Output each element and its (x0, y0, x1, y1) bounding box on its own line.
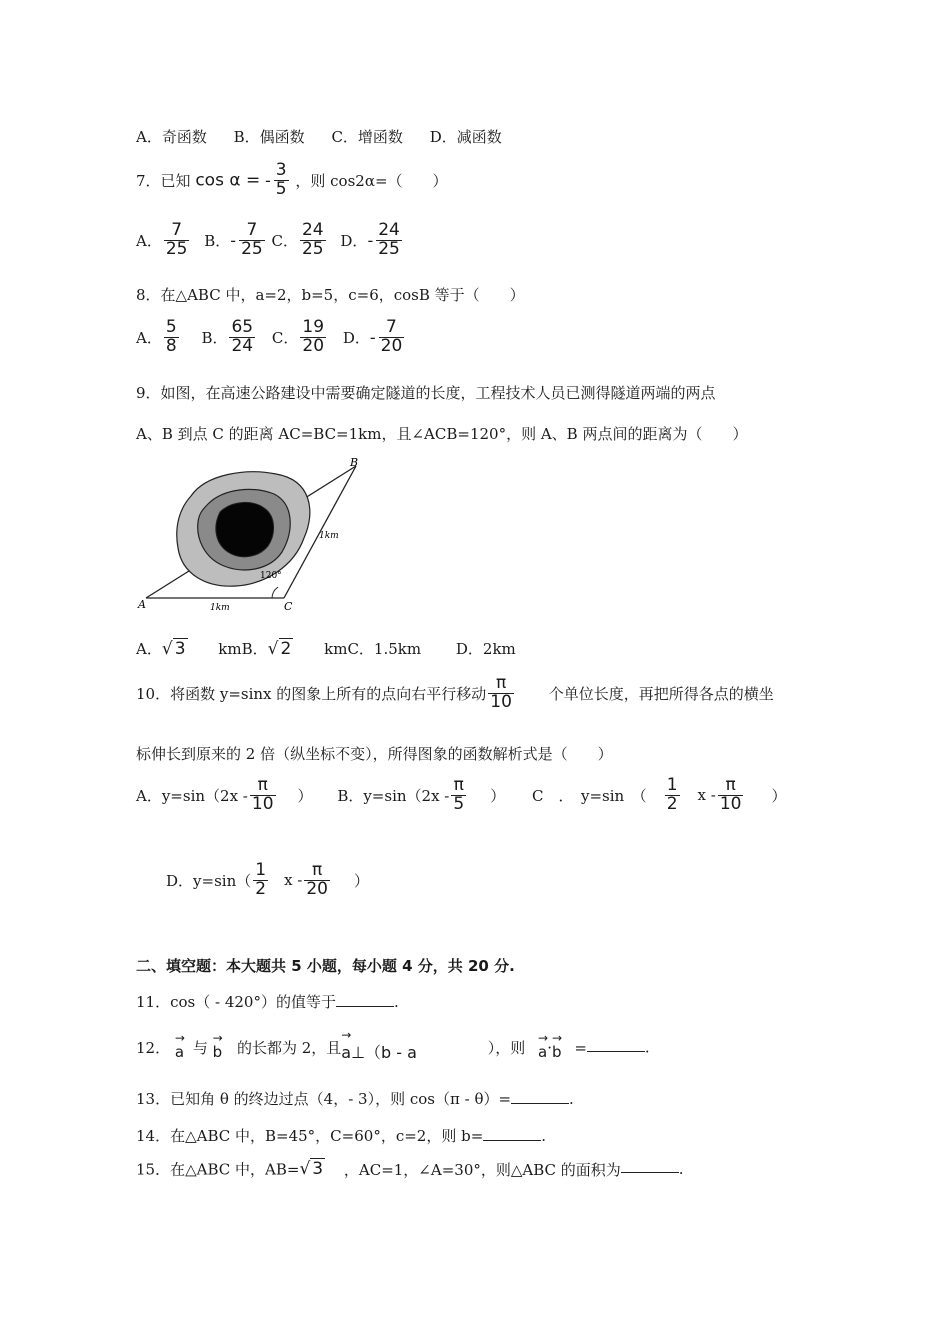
q10-line1 (136, 675, 774, 712)
q7-opt-d-frac: $\frac{24}{25}$ (378, 220, 400, 259)
q6-option-d: D．减函数 (429, 128, 502, 146)
q8-opt-b-label: B． (201, 328, 228, 347)
q11-answer-blank[interactable] (336, 992, 394, 1007)
q10-prefix: 10．将函数 y=sinx 的图象上所有的点向右平行移动 (136, 684, 487, 703)
q10-opt-a-frac: $\frac{\pi}{10}$ (251, 775, 274, 814)
q10-options-abc (136, 777, 786, 814)
label-a: A (138, 598, 146, 611)
q8-opt-a-frac: $\frac{5}{8}$ (165, 317, 177, 356)
q9-opt-d: D．2km (455, 640, 516, 658)
q9-opt-b-unit: km (324, 639, 348, 658)
q8-opt-d-label: D． (342, 328, 370, 347)
q15-sqrt: √ 3 (299, 1159, 324, 1179)
q8-opt-d-sign: - (369, 327, 376, 347)
q13-text: 13．已知角 θ 的终边过点（4，- 3），则 cos（π - θ）= (136, 1090, 512, 1108)
q7-prefix: 7．已知 (136, 171, 191, 190)
q11-end: . (393, 993, 399, 1011)
q12-dot: · (547, 1038, 552, 1057)
hill-core (216, 502, 274, 556)
q9-line2: A、B 到点 C 的距离 AC=BC=1km，且∠ACB=120°，则 A、B 两点间的距离为（ ） (136, 425, 748, 443)
q12-after: ），则 (487, 1039, 526, 1057)
q7-suffix: ，则 cos2α=（ ） (295, 171, 448, 190)
q12-num: 12． (136, 1039, 171, 1057)
q10-opt-c-mid: x - (697, 786, 716, 805)
q9-opt-a-unit: km (218, 639, 242, 658)
q7-sign: - (264, 170, 271, 190)
q9-opt-b: B． (241, 640, 268, 658)
label-ac: 1km (210, 603, 230, 613)
q9-opt-c: C．1.5km (347, 640, 422, 658)
q10-opt-d-mid: x - (284, 871, 303, 890)
q10-shift-frac: $\frac{\pi}{10}$ (490, 673, 512, 712)
q9-opt-a-sqrt: √ 3 (161, 638, 186, 659)
q12-answer-blank[interactable] (587, 1037, 645, 1052)
label-c: C (284, 600, 293, 613)
label-bc: 1km (319, 531, 339, 541)
label-angle: 120° (260, 571, 282, 581)
q7-opt-a-label: A． (136, 231, 162, 250)
q6-option-c: C．增函数 (331, 128, 403, 146)
q8-options (136, 319, 406, 356)
tunnel-figure (136, 456, 368, 616)
q7-opt-c-label: C． (271, 231, 298, 250)
q14 (136, 1125, 546, 1146)
q14-text: 14．在△ABC 中，B=45°，C=60°，c=2，则 b= (136, 1127, 484, 1145)
q14-answer-blank[interactable] (483, 1126, 541, 1141)
q12-with: 与 (192, 1039, 208, 1057)
q12-end: . (644, 1038, 650, 1057)
q15-end: . (678, 1160, 684, 1178)
q10-opt-d-label: D．y=sin（ (166, 871, 252, 890)
vector-a: → a (175, 1035, 184, 1061)
q6-option-a: A．奇函数 (136, 128, 207, 146)
q12 (136, 1032, 650, 1063)
q9-options (136, 638, 516, 659)
q10-opt-b-label: B．y=sin（2x - (337, 786, 450, 805)
q10-opt-c-label: C ． y=sin （ (532, 786, 647, 805)
q7-opt-d-label: D． (340, 231, 368, 250)
q8-opt-a-label: A． (136, 328, 162, 347)
q10-opt-a-close: ） (297, 786, 313, 805)
q9-line1: 9．如图，在高速公路建设中需要确定隧道的长度，工程技术人员已测得隧道两端的两点 (136, 384, 716, 402)
q10-opt-d-frac1: $\frac{1}{2}$ (255, 860, 267, 899)
q6-option-b: B．偶函数 (233, 128, 305, 146)
q7-opt-b-sign: - (230, 230, 237, 250)
q12-eq: = (574, 1038, 587, 1057)
q13 (136, 1088, 574, 1109)
q11-text: 11．cos（ - 420°）的值等于 (136, 993, 336, 1011)
label-b: B (350, 456, 359, 469)
q7-opt-c-frac: $\frac{24}{25}$ (301, 220, 324, 259)
q8-opt-c-frac: $\frac{19}{20}$ (302, 317, 325, 356)
q7-fraction: $\frac{3}{5}$ (275, 160, 287, 199)
q7-options (136, 222, 404, 259)
q12-perp-expr: → a⊥（b - a (341, 1032, 417, 1063)
q10-opt-d-close: ） (354, 871, 370, 890)
q8-opt-d-frac: $\frac{7}{20}$ (380, 317, 403, 356)
q9-opt-b-sqrt: √ 2 (267, 638, 292, 659)
q15 (136, 1158, 684, 1180)
q14-end: . (541, 1127, 547, 1145)
angle-arc (272, 587, 278, 598)
q12-mid: 的长都为 2，且 (236, 1039, 342, 1057)
q12-dot-b: → b (552, 1035, 562, 1061)
q15-suffix: ，AC=1，∠A=30°，则△ABC 的面积为 (343, 1160, 621, 1179)
q13-end: . (569, 1090, 574, 1108)
q8-opt-b-frac: $\frac{65}{24}$ (231, 317, 254, 356)
q15-answer-blank[interactable] (621, 1158, 679, 1173)
q10-opt-b-close: ） (490, 786, 506, 805)
q11 (136, 991, 399, 1012)
q10-suffix: 个单位长度，再把所得各点的横坐 (548, 684, 774, 703)
q10-opt-b-frac: $\frac{\pi}{5}$ (453, 775, 465, 814)
q7-opt-d-sign: - (367, 230, 374, 250)
q15-prefix: 15．在△ABC 中，AB= (136, 1160, 300, 1179)
q7-expr: cos α = (195, 170, 261, 191)
q13-answer-blank[interactable] (511, 1089, 569, 1104)
q7-stem (136, 162, 448, 199)
q10-option-d (166, 862, 369, 899)
q7-opt-a-frac: $\frac{7}{25}$ (165, 220, 188, 259)
q12-dot-a: → a (538, 1035, 547, 1061)
q10-line2: 标伸长到原来的 2 倍（纵坐标不变），所得图象的函数解析式是（ ） (136, 745, 613, 763)
q7-opt-b-label: B． (204, 231, 231, 250)
q10-opt-d-frac2: $\frac{\pi}{20}$ (306, 860, 328, 899)
q10-opt-c-frac1: $\frac{1}{2}$ (666, 775, 678, 814)
q10-opt-c-close: ） (771, 786, 787, 805)
q10-opt-a-label: A．y=sin（2x - (136, 786, 248, 805)
vector-b: → b (213, 1035, 223, 1061)
section-heading: 二、填空题：本大题共 5 小题，每小题 4 分，共 20 分. (136, 957, 515, 975)
q8-opt-c-label: C． (271, 328, 299, 347)
q10-opt-c-frac2: $\frac{\pi}{10}$ (719, 775, 742, 814)
q8-stem: 8．在△ABC 中，a=2，b=5，c=6，cosB 等于（ ） (136, 286, 525, 304)
q9-opt-a: A． (136, 640, 162, 658)
q6-options (136, 126, 502, 147)
q7-opt-b-frac: $\frac{7}{25}$ (241, 220, 263, 259)
